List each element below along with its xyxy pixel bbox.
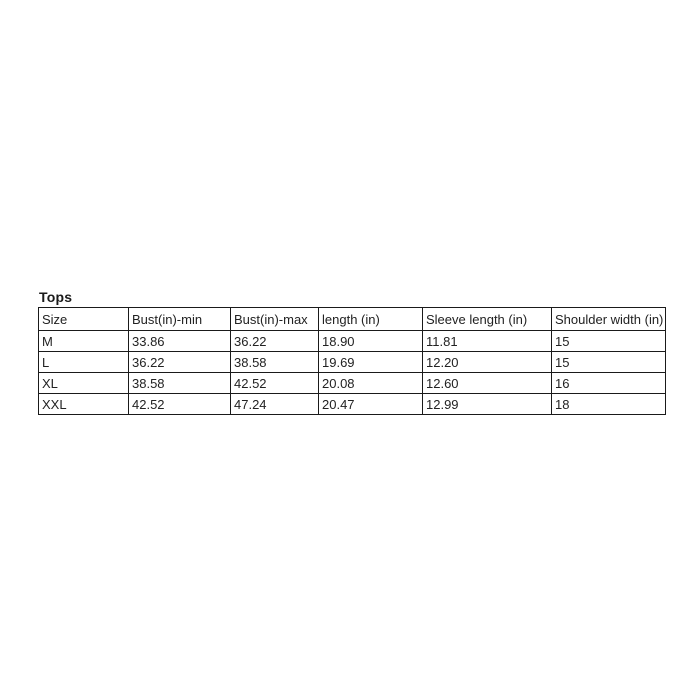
table-cell-size: XL bbox=[39, 373, 129, 394]
table-row bbox=[39, 331, 666, 352]
column-header-bust-min: Bust(in)-min bbox=[129, 308, 231, 331]
table-cell: 38.58 bbox=[129, 373, 231, 394]
table-cell: 42.52 bbox=[129, 394, 231, 415]
table-cell: 12.60 bbox=[423, 373, 552, 394]
table-header-row bbox=[39, 308, 666, 331]
table-cell: 20.47 bbox=[319, 394, 423, 415]
table-cell: 11.81 bbox=[423, 331, 552, 352]
column-header-sleeve-length: Sleeve length (in) bbox=[423, 308, 552, 331]
column-header-bust-max: Bust(in)-max bbox=[231, 308, 319, 331]
column-header-shoulder-width: Shoulder width (in) bbox=[552, 308, 666, 331]
table-cell: 47.24 bbox=[231, 394, 319, 415]
table-row bbox=[39, 394, 666, 415]
table-cell-size: L bbox=[39, 352, 129, 373]
table-cell-size: XXL bbox=[39, 394, 129, 415]
table-cell: 42.52 bbox=[231, 373, 319, 394]
table-cell: 38.58 bbox=[231, 352, 319, 373]
size-chart-title: Tops bbox=[39, 289, 73, 305]
table-row bbox=[39, 352, 666, 373]
table-cell: 20.08 bbox=[319, 373, 423, 394]
table-cell: 12.99 bbox=[423, 394, 552, 415]
table-cell: 12.20 bbox=[423, 352, 552, 373]
column-header-length: length (in) bbox=[319, 308, 423, 331]
size-chart-table bbox=[38, 307, 666, 415]
table-cell: 36.22 bbox=[129, 352, 231, 373]
table-cell: 19.69 bbox=[319, 352, 423, 373]
size-chart-section bbox=[38, 289, 666, 415]
table-cell-size: M bbox=[39, 331, 129, 352]
table-cell: 33.86 bbox=[129, 331, 231, 352]
table-cell: 15 bbox=[552, 331, 666, 352]
table-cell: 15 bbox=[552, 352, 666, 373]
column-header-size: Size bbox=[39, 308, 129, 331]
table-cell: 16 bbox=[552, 373, 666, 394]
table-cell: 18.90 bbox=[319, 331, 423, 352]
table-row bbox=[39, 373, 666, 394]
table-cell: 18 bbox=[552, 394, 666, 415]
table-cell: 36.22 bbox=[231, 331, 319, 352]
